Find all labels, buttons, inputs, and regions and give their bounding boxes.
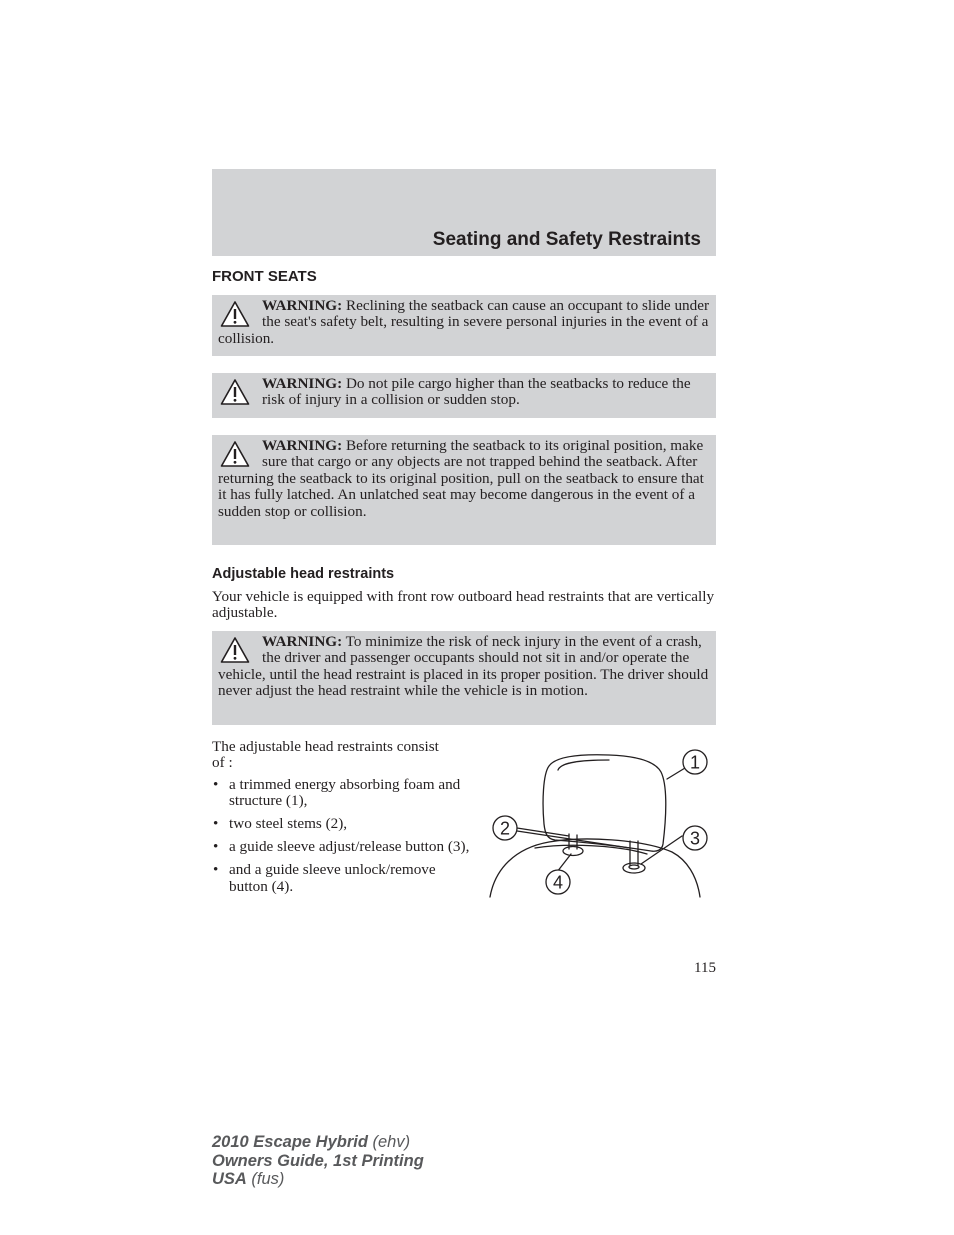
warning-label: WARNING: xyxy=(262,297,343,314)
footer-line-region xyxy=(212,1170,424,1189)
list-item: • two steel stems (2), xyxy=(212,816,472,832)
warning-text: To minimize the risk of neck injury in the event of a crash, the driver and passenger occupants should not sit in and/or operate the vehicle, until the head restraint is placed in its proper position. The driver should never adjust the head restraint while the vehicle is in motion. xyxy=(218,633,709,700)
callout-3-label: 3 xyxy=(689,828,701,849)
subheading-head-restraints: Adjustable head restraints xyxy=(212,566,395,582)
chapter-title: Seating and Safety Restraints xyxy=(432,229,701,250)
page-number: 115 xyxy=(694,960,716,976)
warning-triangle-icon xyxy=(220,378,250,406)
footer-model: 2010 Escape Hybrid xyxy=(212,1133,368,1151)
warning-triangle-icon xyxy=(220,440,250,468)
chapter-header-band xyxy=(212,169,716,256)
warning-text: Do not pile cargo higher than the seatbacks to reduce the risk of injury in a collision or sudden stop. xyxy=(262,375,691,409)
footer-region: USA xyxy=(212,1170,247,1188)
warning-text: Before returning the seatback to its original position, make sure that cargo or any objects are not trapped behind the seatback. After returning the seatback to its original position, pull on the seatback to ensure that it has fully latched. An unlatched seat may become dangerous in the event of a sudden stop or collision. xyxy=(218,437,704,520)
intro-paragraph: Your vehicle is equipped with front row outboard head restraints that are vertically adjustable. xyxy=(212,588,715,622)
warning-label: WARNING: xyxy=(262,437,343,454)
warning-triangle-icon xyxy=(220,636,250,664)
warning-box-recline xyxy=(212,295,716,356)
warning-box-seatback-latch xyxy=(212,435,716,545)
warning-box-neck-injury xyxy=(212,631,716,725)
list-item: • and a guide sleeve unlock/remove button (4). xyxy=(212,862,472,895)
callout-1-label: 1 xyxy=(689,752,701,773)
warning-box-cargo xyxy=(212,373,716,418)
footer-region-code: (fus) xyxy=(246,1170,285,1188)
section-heading: FRONT SEATS xyxy=(212,268,317,285)
components-intro: The adjustable head restraints consist of : xyxy=(212,738,439,772)
footer-line-guide xyxy=(212,1152,424,1171)
list-item: • a guide sleeve adjust/release button (3), xyxy=(212,839,472,855)
callout-2-label: 2 xyxy=(499,818,511,839)
list-item: • a trimmed energy absorbing foam and structure (1), xyxy=(212,777,472,810)
warning-label: WARNING: xyxy=(262,633,343,650)
warning-text: Reclining the seatback can cause an occupant to slide under the seat's safety belt, resulting in severe personal injuries in the event of a collision. xyxy=(218,297,710,347)
warning-label: WARNING: xyxy=(262,375,343,392)
footer-line-model xyxy=(212,1133,424,1152)
warning-triangle-icon xyxy=(220,300,250,328)
footer-guide: Owners Guide, 1st Printing xyxy=(212,1151,424,1170)
document-footer xyxy=(212,1133,424,1189)
head-restraint-illustration xyxy=(487,744,715,900)
footer-model-code: (ehv) xyxy=(367,1133,411,1151)
callout-4-label: 4 xyxy=(552,872,564,893)
components-list xyxy=(212,777,472,901)
